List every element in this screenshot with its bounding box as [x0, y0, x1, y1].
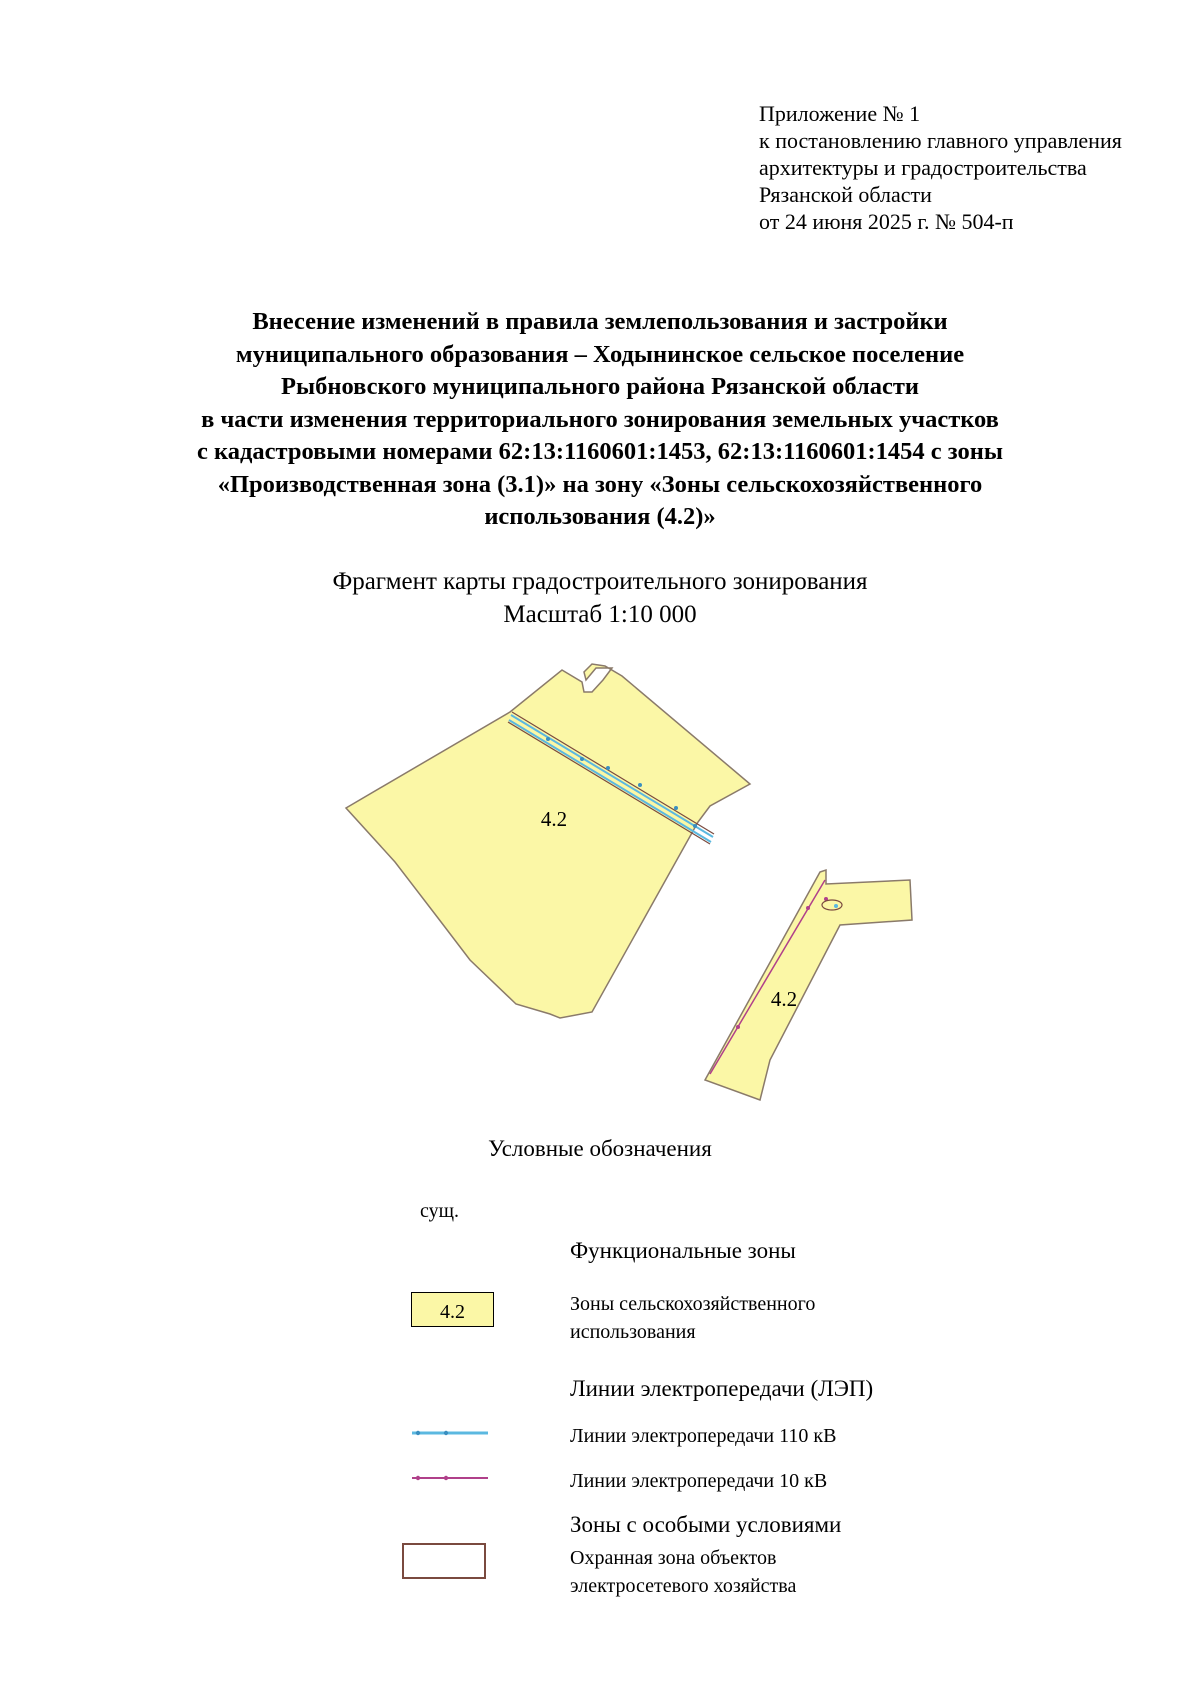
title-line-6: «Производственная зона (3.1)» на зону «Зоны сельскохозяйственного [217, 470, 983, 498]
map-scale: Масштаб 1:10 000 [503, 601, 697, 628]
legend-existing-label: сущ. [420, 1200, 460, 1222]
legend-agri-zone-swatch [411, 1292, 494, 1327]
legend-protection-zone-label [570, 1544, 796, 1600]
legend-agri-zone-code: 4.2 [440, 1301, 465, 1323]
legend-10kv-line-icon [410, 1473, 490, 1483]
legend-protection-line-1: Охранная зона объектов [570, 1547, 777, 1569]
appendix-date: от 24 июня 2025 г. № 504-п [759, 209, 1014, 234]
parcel-b [705, 870, 912, 1100]
appendix-number: Приложение № 1 [759, 101, 921, 126]
powerline-110kv-point [834, 904, 838, 908]
legend-functional-zones-heading: Функциональные зоны [570, 1238, 796, 1263]
appendix-line-2: к постановлению главного управления [759, 128, 1122, 153]
title-line-5: с кадастровыми номерами 62:13:1160601:1453, 62:13:1160601:1454 с зоны [197, 438, 1003, 465]
legend-agri-zone-label [570, 1290, 815, 1346]
legend-title: Условные обозначения [488, 1136, 712, 1161]
legend-10kv-label: Линии электропередачи 10 кВ [570, 1470, 828, 1492]
title-line-7: использования (4.2)» [484, 503, 716, 530]
legend-agri-line-1: Зоны сельскохозяйственного [570, 1293, 816, 1315]
legend-protection-zone-swatch [402, 1543, 486, 1579]
parcel-a [346, 664, 750, 1018]
legend-special-zones-heading: Зоны с особыми условиями [570, 1512, 842, 1537]
parcel-a-label: 4.2 [540, 807, 568, 831]
parcel-b-label: 4.2 [770, 987, 798, 1011]
legend-power-lines-heading: Линии электропередачи (ЛЭП) [570, 1376, 874, 1401]
legend-110kv-label: Линии электропередачи 110 кВ [570, 1425, 837, 1447]
legend-110kv-line-icon [410, 1428, 490, 1438]
title-line-3: Рыбновского муниципального района Рязанской области [281, 373, 919, 400]
appendix-line-3: архитектуры и градостроительства [759, 155, 1087, 180]
appendix-line-4: Рязанской области [759, 182, 932, 207]
legend-protection-line-2: электросетевого хозяйства [570, 1575, 797, 1597]
legend-agri-line-2: использования [570, 1321, 696, 1343]
title-line-4: в части изменения территориального зонирования земельных участков [201, 405, 999, 433]
map-title: Фрагмент карты градостроительного зонирования [332, 568, 868, 595]
title-line-2: муниципального образования – Ходынинское сельское поселение [235, 340, 965, 368]
title-line-1: Внесение изменений в правила землепользования и застройки [252, 308, 948, 335]
